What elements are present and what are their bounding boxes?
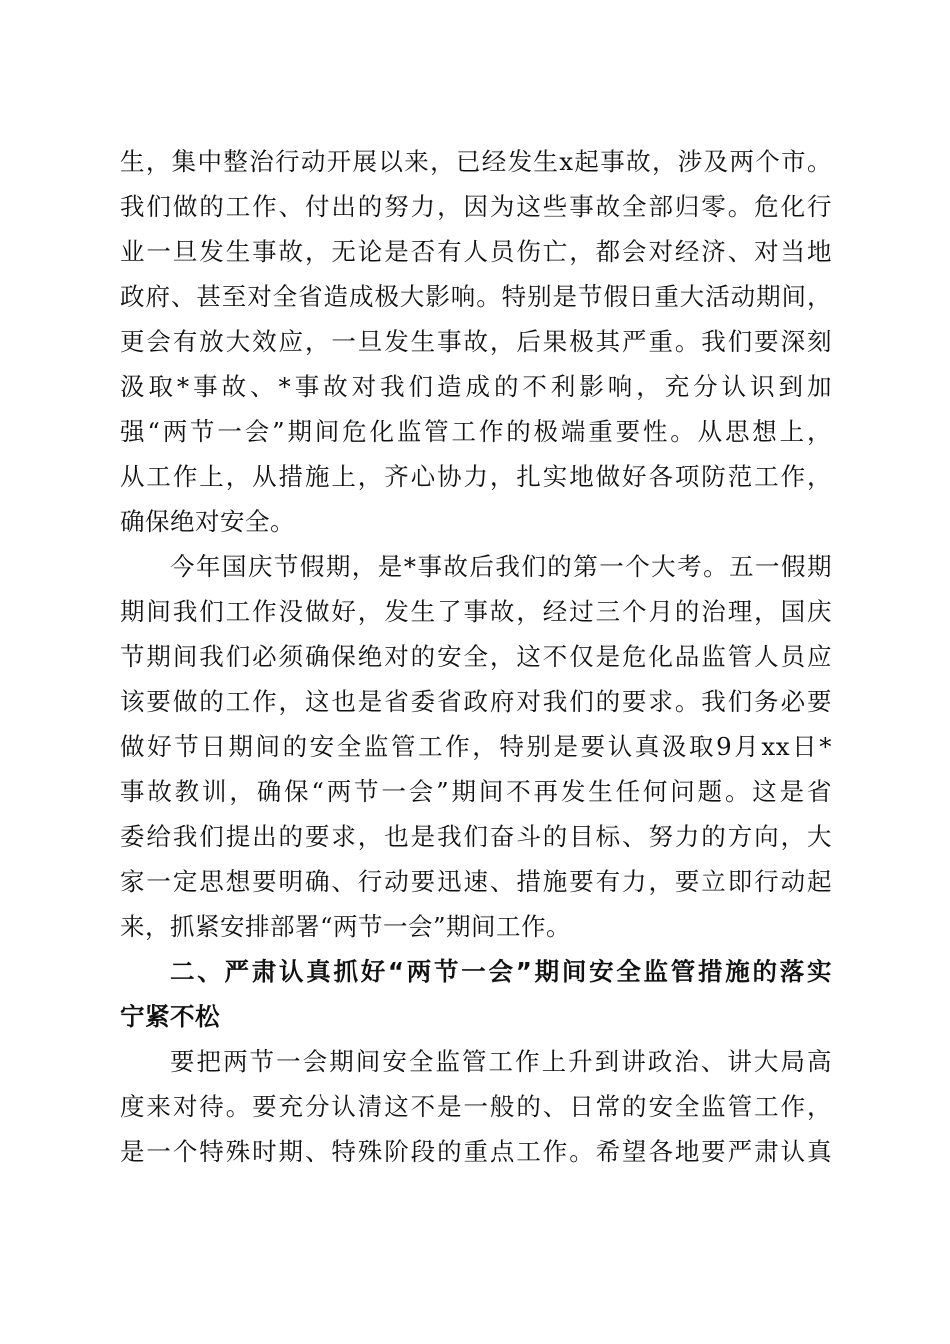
text-line: 确保绝对安全。 — [120, 507, 295, 536]
paragraph-first-line: 今年国庆节假期，是*事故后我们的第一个大考。五一假期 — [170, 552, 832, 581]
text-line: 政府、甚至对全省造成极大影响。特别是节假日重大活动期间， — [120, 282, 832, 311]
section-heading: 二、严肃认真抓好“两节一会”期间安全监管措施的落实 — [170, 957, 832, 986]
text-line: 委给我们提出的要求，也是我们奋斗的目标、努力的方向，大 — [120, 822, 832, 851]
text-line: 是一个特殊时期、特殊阶段的重点工作。希望各地要严肃认真 — [120, 1137, 832, 1166]
text-line: 我们做的工作、付出的努力，因为这些事故全部归零。危化行 — [120, 192, 832, 221]
text-line: 从工作上，从措施上，齐心协力，扎实地做好各项防范工作， — [120, 462, 832, 491]
text-line: 度来对待。要充分认清这不是一般的、日常的安全监管工作， — [120, 1092, 832, 1121]
section-heading-continued: 宁紧不松 — [120, 1002, 220, 1031]
text-line: 事故教训，确保“两节一会”期间不再发生任何问题。这是省 — [120, 777, 832, 806]
text-line: 强“两节一会”期间危化监管工作的极端重要性。从思想上， — [120, 417, 832, 446]
text-line: 家一定思想要明确、行动要迅速、措施要有力，要立即行动起 — [120, 867, 832, 896]
text-line: 该要做的工作，这也是省委省政府对我们的要求。我们务必要 — [120, 687, 832, 716]
text-line: 业一旦发生事故，无论是否有人员伤亡，都会对经济、对当地 — [120, 237, 832, 266]
text-line: 期间我们工作没做好，发生了事故，经过三个月的治理，国庆 — [120, 597, 832, 626]
text-line: 来，抓紧安排部署“两节一会”期间工作。 — [120, 912, 572, 941]
text-line: 节期间我们必须确保绝对的安全，这不仅是危化品监管人员应 — [120, 642, 832, 671]
text-line: 汲取*事故、*事故对我们造成的不利影响，充分认识到加 — [120, 372, 832, 401]
text-line: 做好节日期间的安全监管工作，特别是要认真汲取9月xx日* — [120, 732, 832, 761]
text-line: 更会有放大效应，一旦发生事故，后果极其严重。我们要深刻 — [120, 327, 832, 356]
text-line: 生，集中整治行动开展以来，已经发生x起事故，涉及两个市。 — [120, 147, 832, 176]
paragraph-first-line: 要把两节一会期间安全监管工作上升到讲政治、讲大局高 — [170, 1047, 832, 1076]
